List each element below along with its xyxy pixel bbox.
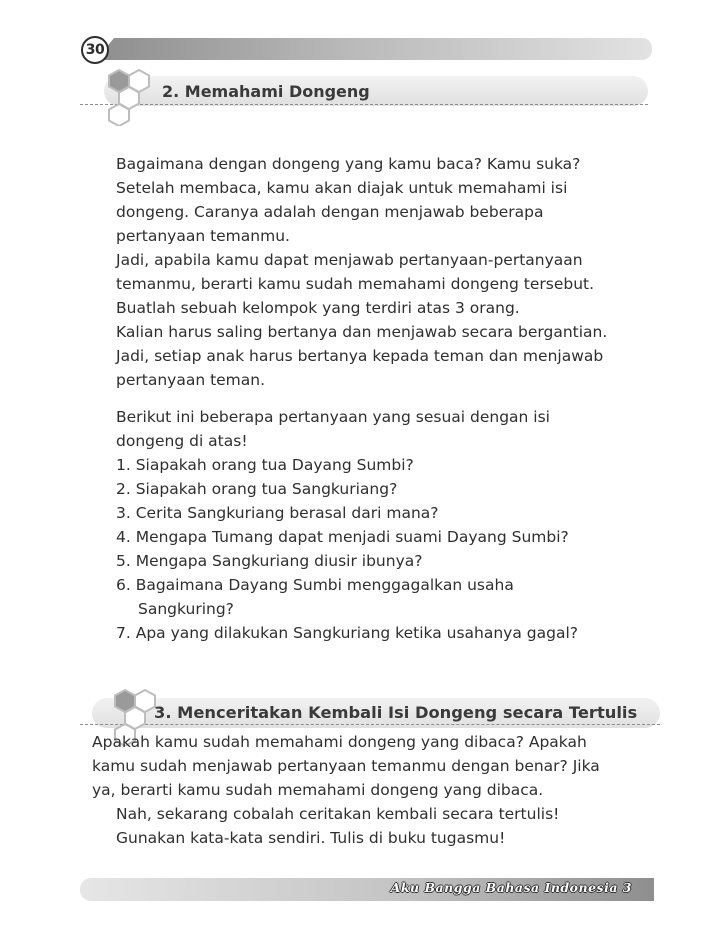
body-line: Kalian harus saling bertanya dan menjawab secara bergantian.: [116, 323, 608, 341]
body-line: Apakah kamu sudah memahami dongeng yang dibaca? Apakah: [92, 733, 587, 751]
body-line: temanmu, berarti kamu sudah memahami dongeng tersebut.: [116, 275, 595, 293]
body-line: Jadi, setiap anak harus bertanya kepada teman dan menjawab: [116, 347, 604, 365]
body-line: pertanyaan temanmu.: [116, 227, 290, 245]
body-line: dongeng. Caranya adalah dengan menjawab beberapa: [116, 203, 544, 221]
intro-line: dongeng di atas!: [116, 432, 248, 450]
footer-book-title: Aku Bangga Bahasa Indonesia 3: [390, 880, 632, 895]
body-line: Jadi, apabila kamu dapat menjawab pertanyaan-pertanyaan: [116, 251, 583, 269]
body-line: ya, berarti kamu sudah memahami dongeng yang dibaca.: [92, 781, 544, 799]
section-title: 2. Memahami Dongeng: [162, 82, 370, 101]
section-divider: [80, 724, 660, 725]
body-line: Setelah membaca, kamu akan diajak untuk memahami isi: [116, 179, 568, 197]
body-line: Buatlah sebuah kelompok yang terdiri atas 3 orang.: [116, 299, 520, 317]
page-number: 30: [81, 36, 109, 64]
question-item: 3. Cerita Sangkuriang berasal dari mana?: [116, 504, 439, 522]
header-bar: [96, 38, 652, 60]
question-item: 2. Siapakah orang tua Sangkuriang?: [116, 480, 398, 498]
body-line: kamu sudah menjawab pertanyaan temanmu dengan benar? Jika: [92, 757, 600, 775]
body-line: Gunakan kata-kata sendiri. Tulis di buku tugasmu!: [116, 829, 506, 847]
body-line: Nah, sekarang cobalah ceritakan kembali secara tertulis!: [116, 805, 560, 823]
intro-line: Berikut ini beberapa pertanyaan yang sesuai dengan isi: [116, 408, 550, 426]
question-item: 4. Mengapa Tumang dapat menjadi suami Dayang Sumbi?: [116, 528, 569, 546]
section3-body: [92, 730, 600, 850]
questions-block: [116, 405, 578, 645]
question-item: 7. Apa yang dilakukan Sangkuriang ketika usahanya gagal?: [116, 624, 578, 642]
section2-body: [116, 152, 607, 392]
question-item-continuation: Sangkuring?: [138, 600, 234, 618]
section-title: 3. Menceritakan Kembali Isi Dongeng secara Tertulis: [154, 703, 638, 722]
section-divider: [80, 104, 648, 105]
question-item: 1. Siapakah orang tua Dayang Sumbi?: [116, 456, 414, 474]
question-item: 6. Bagaimana Dayang Sumbi menggagalkan usaha: [116, 576, 514, 594]
body-line: Bagaimana dengan dongeng yang kamu baca? Kamu suka?: [116, 155, 581, 173]
question-item: 5. Mengapa Sangkuriang diusir ibunya?: [116, 552, 423, 570]
hexagon-decoration-icon: [102, 68, 160, 126]
body-line: pertanyaan teman.: [116, 371, 266, 389]
